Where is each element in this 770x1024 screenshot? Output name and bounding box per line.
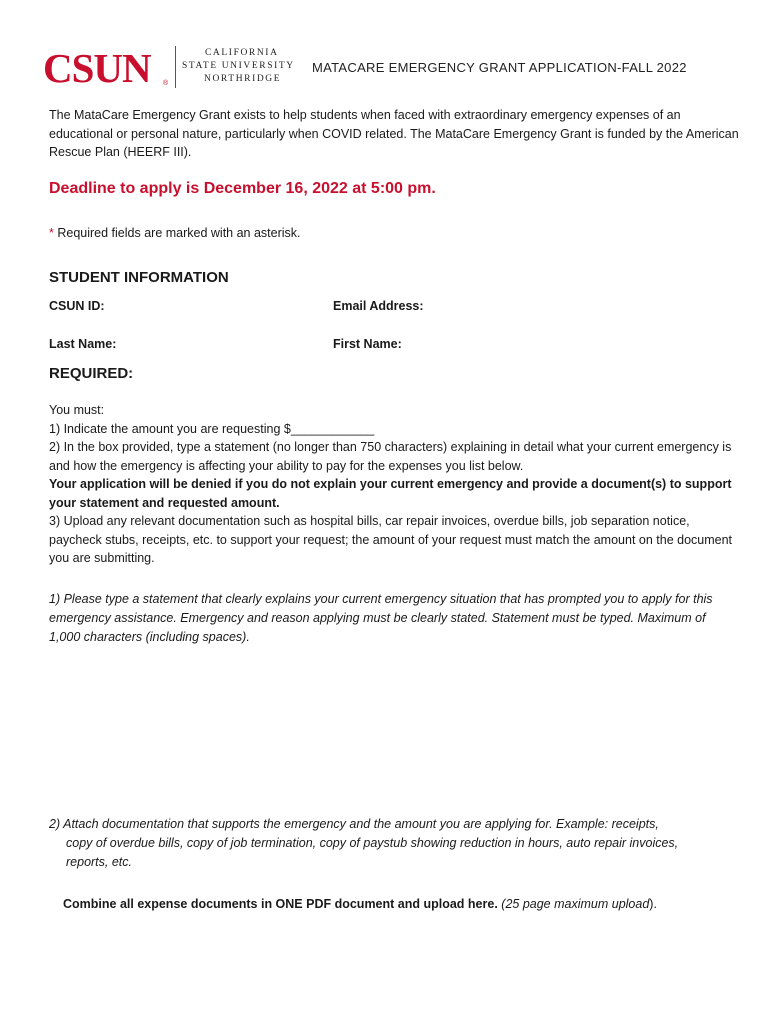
attach-documentation-prompt (49, 815, 749, 872)
statement-textbox[interactable] (49, 652, 721, 802)
first-name-field[interactable]: First Name: (333, 337, 402, 351)
requirement-amount[interactable]: 1) Indicate the amount you are requesting $____________ (49, 421, 375, 436)
requirements-intro: You must: (49, 403, 105, 417)
required-fields-text: Required fields are marked with an asterisk. (53, 226, 301, 240)
upload-limit-end: ). (649, 897, 657, 911)
university-line-2: STATE UNIVERSITY (182, 61, 295, 71)
required-fields-note (49, 224, 301, 243)
deadline-notice: Deadline to apply is December 16, 2022 at 5:00 pm. (49, 180, 436, 197)
denial-warning: Your application will be denied if you do not explain your current emergency and provide a document(s) to support your statement and requested amount. (49, 477, 732, 510)
form-title: MATACARE EMERGENCY GRANT APPLICATION-FALL 2022 (312, 60, 687, 75)
requirement-upload: 3) Upload any relevant documentation such as hospital bills, car repair invoices, overdue bills, job separation notice, paycheck stubs, receipts, etc. to support your request; the amount of your request must match the amount on the document you are submitting. (49, 514, 733, 565)
upload-instruction-bold: Combine all expense documents in ONE PDF document and upload here. (63, 897, 498, 911)
intro-paragraph: The MataCare Emergency Grant exists to help students when faced with extraordinary emergency expenses of an educational or personal nature, particularly when COVID related. The MataCare Emergency Grant is funded by the American Rescue Plan (HEERF III). (49, 108, 739, 159)
csun-id-field[interactable]: CSUN ID: (49, 299, 105, 313)
requirements-list (49, 401, 739, 568)
csun-logo: CSUN (43, 45, 151, 91)
email-address-field[interactable]: Email Address: (333, 299, 424, 313)
university-line-3: NORTHRIDGE (204, 74, 282, 84)
upload-instruction[interactable] (63, 897, 657, 911)
attach-prompt-line-3: reports, etc. (66, 855, 132, 869)
university-line-1: CALIFORNIA (205, 48, 279, 58)
last-name-field[interactable]: Last Name: (49, 337, 117, 351)
statement-prompt: 1) Please type a statement that clearly explains your current emergency situation that has prompted you to apply for this emergency assistance. Emergency and reason applying must be clearly stated. Statement must be typed. Maximum of 1,000 characters (including spaces). (49, 592, 713, 644)
university-name (182, 47, 295, 86)
requirement-statement: 2) In the box provided, type a statement (no longer than 750 characters) explaining in detail what your current emergency is and how the emergency is affecting your ability to pay for the expenses you list below. (49, 440, 732, 473)
required-heading: REQUIRED: (49, 365, 134, 382)
registered-mark: ® (163, 80, 169, 87)
attach-prompt-line-1: 2) Attach documentation that supports the emergency and the amount you are applying for. Example: receipts, (49, 817, 659, 831)
asterisk-marker: * (49, 226, 54, 240)
logo-divider (175, 46, 176, 88)
student-information-heading: STUDENT INFORMATION (49, 269, 229, 286)
attach-prompt-line-2: copy of overdue bills, copy of job termination, copy of paystub showing reduction in hours, auto repair invoices, (66, 836, 679, 850)
upload-limit-note: (25 page maximum upload (501, 897, 650, 911)
